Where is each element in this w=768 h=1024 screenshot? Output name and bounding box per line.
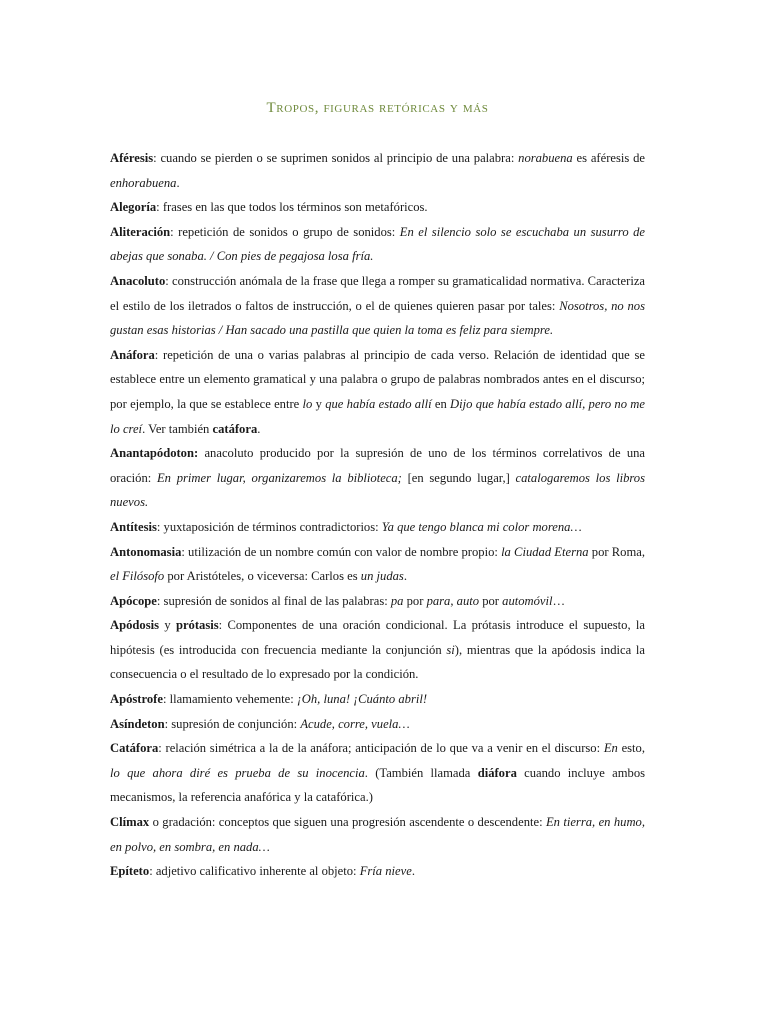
entry-example: automóvil: [502, 593, 553, 608]
entry-example: catalogaremos los libros nuevos.: [110, 470, 645, 510]
glossary-entry-asindeton: [110, 712, 645, 737]
entry-example: para: [426, 593, 451, 608]
glossary-entry-catafora: [110, 736, 645, 810]
entry-text: : supresión de conjunción:: [164, 716, 301, 731]
entry-term-reference: catáfora: [212, 421, 258, 436]
entry-text: .: [176, 175, 180, 190]
entry-example: Ya que tengo blanca mi color morena…: [381, 519, 582, 534]
entry-example: si: [446, 642, 455, 657]
entry-text: : Componentes de una oración condicional. La prótasis introduce el supuesto, la hipótesis (es introducida con frecuencia mediante la conjunción: [110, 618, 646, 657]
entry-term: Apóstrofe: [110, 692, 163, 707]
glossary-entry-apostrofe: [110, 687, 645, 712]
entry-text: ), mientras que la apódosis indica la consecuencia o el resultado de lo expresado por la condición.: [110, 642, 645, 682]
glossary-entry-apocope: [110, 589, 645, 614]
entry-text: . Ver también: [142, 421, 213, 436]
entry-example: el Filósofo: [110, 569, 165, 584]
entry-term: Epíteto: [110, 864, 150, 879]
entry-text: o gradación: conceptos que siguen una progresión ascendente o descendente:: [149, 815, 546, 830]
glossary-entry-antitesis: [110, 515, 645, 540]
glossary-entry-alegoria: [110, 195, 645, 220]
glossary-entry-aferesis: [110, 146, 645, 195]
document-title: Tropos, figuras retóricas y más: [266, 100, 489, 116]
entry-text: : relación simétrica a la de la anáfora; anticipación de lo que va a venir en el discurso:: [158, 741, 604, 756]
entry-term: Asíndeton: [110, 716, 165, 731]
entry-text: [en segundo lugar,]: [401, 470, 516, 485]
entry-text: .: [403, 569, 407, 584]
entry-text: por Roma,: [588, 544, 645, 559]
entry-text: es aféresis de: [572, 151, 645, 165]
entry-text: …: [552, 593, 566, 608]
entry-text: : repetición de sonidos o grupo de sonidos:: [170, 224, 400, 239]
entry-text: : adjetivo calificativo inherente al objeto:: [149, 864, 360, 879]
entry-example: Dijo que había estado allí, pero no me lo creí: [110, 396, 645, 436]
entry-term: Clímax: [110, 815, 150, 830]
entry-term: Aféresis: [110, 151, 154, 165]
entry-text: : repetición de una o varias palabras al principio de cada verso. Relación de identidad que se establece entre un elemento gramatical y una palabra o grupo de palabras nombrados antes en el discurso; por ejemplo, la que se establece entre: [110, 347, 645, 411]
entry-term: Anantapódoton:: [110, 446, 199, 461]
entry-text: y: [312, 396, 326, 411]
entry-example: enhorabuena: [110, 175, 177, 190]
glossary-entry-apodosis: [110, 613, 645, 687]
entry-example: que había estado allí: [325, 396, 432, 411]
entry-term: Catáfora: [110, 741, 159, 756]
entry-text: : llamamiento vehemente:: [162, 692, 297, 707]
entry-text: y: [159, 618, 176, 633]
entry-example: Fría nieve: [359, 864, 412, 879]
entry-text: ,: [450, 593, 457, 608]
entry-term: Antonomasia: [110, 544, 182, 559]
entry-text: : frases en las que todos los términos son metafóricos.: [156, 200, 428, 215]
entry-text: esto,: [617, 741, 645, 756]
entry-example: En: [603, 741, 618, 756]
entry-text: : cuando se pierden o se suprimen sonidos al principio de una palabra:: [153, 151, 519, 165]
entry-term: Alegoría: [110, 200, 157, 215]
entry-text: .: [411, 864, 415, 879]
entry-example: En primer lugar, organizaremos la biblioteca;: [156, 470, 402, 485]
entry-text: .: [257, 421, 261, 436]
entry-example: pa: [390, 593, 404, 608]
glossary-entry-climax: [110, 810, 645, 859]
entry-text: : construcción anómala de la frase que llega a romper su gramaticalidad normativa. Caracteriza el estilo de los iletrados o faltos de instrucción, o el de quienes quieren pasar por tales:: [110, 273, 645, 313]
entry-example: En tierra, en humo, en polvo, en sombra, en nada…: [110, 815, 645, 854]
entry-text: : utilización de un nombre común con valor de nombre propio:: [181, 544, 502, 559]
entry-example: lo: [302, 396, 313, 411]
entry-term: Antítesis: [110, 519, 157, 534]
glossary-entries: [110, 146, 645, 884]
entry-example: auto: [456, 593, 480, 608]
entry-text: . (También llamada: [364, 765, 478, 780]
entry-term-reference: diáfora: [477, 765, 517, 780]
entry-term-reference: prótasis: [175, 618, 219, 633]
entry-text: por Aristóteles, o viceversa: Carlos es: [164, 569, 361, 584]
entry-example: un judas: [360, 569, 404, 584]
glossary-entry-aliteracion: [110, 220, 645, 269]
document-page: [110, 0, 645, 1024]
entry-term: Aliteración: [110, 224, 171, 239]
entry-example: ¡Oh, luna! ¡Cuánto abril!: [296, 692, 428, 707]
entry-text: cuando incluye ambos mecanismos, la referencia anafórica y la catafórica.): [110, 765, 646, 805]
glossary-entry-anacoluto: [110, 269, 645, 343]
entry-term: Apócope: [110, 593, 157, 608]
entry-text: : yuxtaposición de términos contradictorios:: [156, 519, 382, 534]
glossary-entry-antonomasia: [110, 540, 645, 589]
entry-example: la Ciudad Eterna: [501, 544, 589, 559]
glossary-entry-anafora: [110, 343, 645, 441]
entry-term: Apódosis: [110, 618, 159, 633]
entry-term: Anacoluto: [110, 273, 166, 288]
entry-example: En el silencio solo se escuchaba un susurro de abejas que sonaba. / Con pies de pegajosa losa fría.: [110, 224, 645, 264]
entry-text: : supresión de sonidos al final de las palabras:: [156, 593, 391, 608]
entry-example: Nosotros, no nos gustan esas historias / Han sacado una pastilla que quien la toma es feliz para siempre.: [110, 298, 645, 338]
entry-text: en: [431, 396, 451, 411]
entry-term: Anáfora: [110, 347, 155, 362]
glossary-entry-anantapodoton: [110, 441, 645, 515]
entry-text: por: [403, 593, 427, 608]
entry-example: norabuena: [518, 151, 573, 165]
entry-example: Acude, corre, vuela…: [300, 716, 410, 731]
glossary-entry-epiteto: [110, 859, 645, 884]
entry-text: anacoluto producido por la supresión de uno de los términos correlativos de una oración:: [110, 446, 645, 485]
entry-example: lo que ahora diré es prueba de su inocencia: [110, 765, 365, 780]
entry-text: por: [479, 593, 503, 608]
